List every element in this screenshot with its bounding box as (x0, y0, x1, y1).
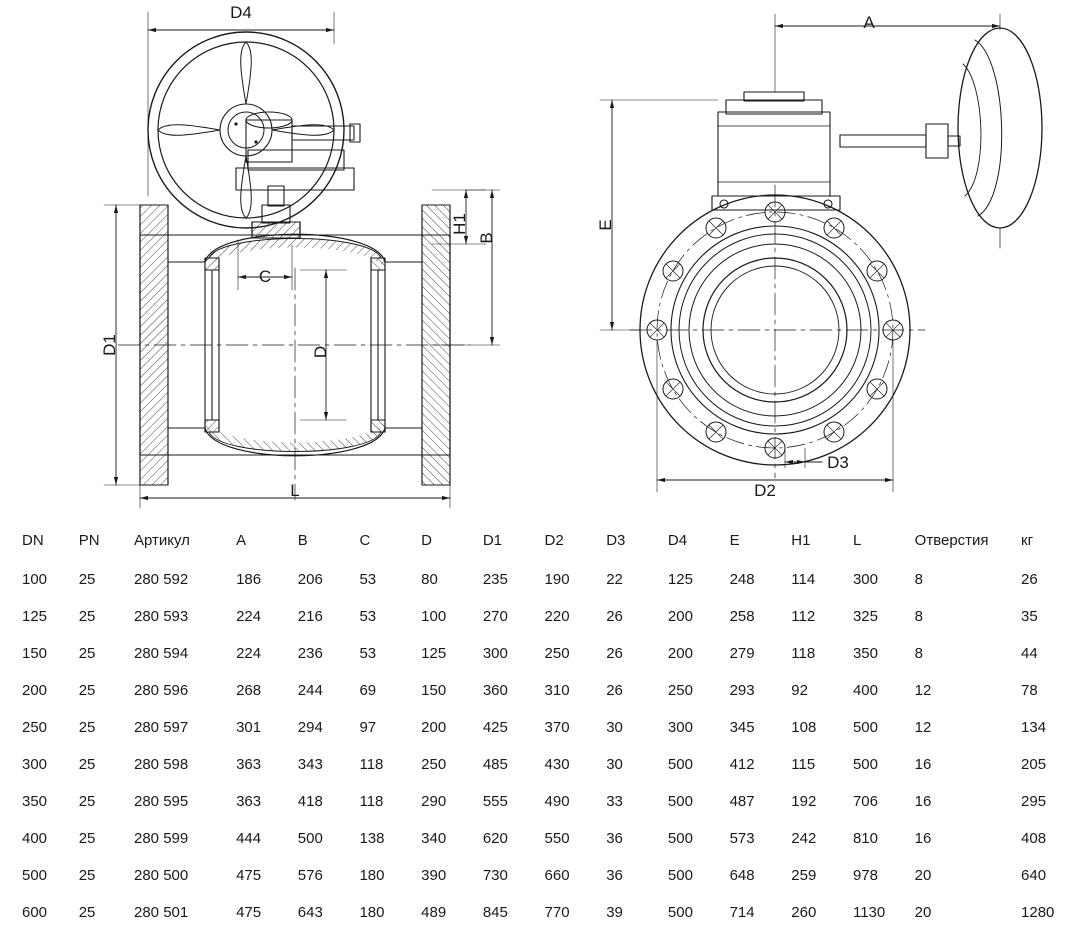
cell-dn: 200 (22, 682, 48, 699)
cell-d2: 250 (544, 645, 570, 662)
cell-e: 573 (729, 830, 755, 847)
cell-l: 350 (852, 645, 878, 662)
cell-d3: 30 (606, 719, 623, 736)
cell-weight: 78 (1021, 682, 1038, 699)
cell-d2: 660 (544, 867, 570, 884)
dimension-label-e: E (596, 219, 615, 231)
cell-d3: 26 (606, 645, 623, 662)
column-header-b: B (297, 532, 308, 549)
cell-holes: 20 (914, 867, 932, 884)
cell-pn: 25 (78, 719, 96, 736)
cell-holes: 8 (914, 645, 923, 662)
cell-d2: 490 (544, 793, 570, 810)
cell-dn: 125 (22, 608, 48, 625)
cell-article: 280 593 (134, 608, 189, 625)
cell-b: 500 (297, 830, 323, 847)
table-row (0, 746, 1070, 783)
cell-d4: 300 (667, 719, 693, 736)
dimension-label-d1: D1 (100, 334, 119, 356)
cell-h1: 112 (791, 608, 816, 625)
cell-weight: 35 (1021, 608, 1038, 625)
cell-a: 186 (236, 571, 262, 588)
cell-weight: 134 (1021, 719, 1047, 736)
cell-holes: 8 (914, 608, 923, 625)
cell-h1: 115 (791, 756, 816, 773)
cell-l: 978 (852, 867, 878, 884)
cell-d: 100 (421, 608, 447, 625)
cell-c: 97 (359, 719, 377, 736)
cell-l: 400 (852, 682, 878, 699)
cell-d3: 36 (606, 830, 623, 847)
cell-weight: 44 (1021, 645, 1038, 662)
cell-h1: 260 (791, 904, 817, 921)
dimension-label-c: C (258, 267, 272, 286)
dimension-label-l: L (290, 481, 300, 500)
cell-b: 206 (297, 571, 323, 588)
cell-d4: 500 (667, 756, 693, 773)
cell-d2: 220 (544, 608, 570, 625)
cell-b: 244 (297, 682, 323, 699)
cell-a: 301 (236, 719, 262, 736)
column-header-c: C (359, 532, 371, 549)
cell-d2: 370 (544, 719, 570, 736)
cell-h1: 259 (791, 867, 817, 884)
cell-d1: 360 (482, 682, 508, 699)
cell-b: 643 (297, 904, 323, 921)
cell-c: 53 (359, 608, 377, 625)
cell-pn: 25 (78, 867, 96, 884)
cell-b: 343 (297, 756, 323, 773)
cell-e: 648 (729, 867, 755, 884)
cell-c: 180 (359, 904, 385, 921)
cell-holes: 16 (914, 756, 932, 773)
cell-l: 810 (852, 830, 878, 847)
dimension-label-a: A (863, 13, 875, 32)
column-header-h1: H1 (791, 532, 811, 549)
cell-dn: 500 (22, 867, 48, 884)
cell-article: 280 597 (134, 719, 189, 736)
cell-c: 53 (359, 645, 377, 662)
cell-d4: 500 (667, 867, 693, 884)
cell-pn: 25 (78, 756, 96, 773)
cell-l: 300 (852, 571, 878, 588)
cell-d: 340 (421, 830, 447, 847)
cell-d: 125 (421, 645, 447, 662)
column-header-a: A (236, 532, 247, 549)
cell-article: 280 599 (134, 830, 189, 847)
column-header-d: D (421, 532, 432, 549)
cell-c: 53 (359, 571, 377, 588)
cell-d2: 310 (544, 682, 570, 699)
table-header (0, 525, 1070, 561)
cell-a: 444 (236, 830, 262, 847)
cell-dn: 300 (22, 756, 48, 773)
cell-article: 280 596 (134, 682, 189, 699)
cell-a: 475 (236, 904, 262, 921)
table-row (0, 672, 1070, 709)
cell-h1: 114 (791, 571, 816, 588)
cell-d3: 30 (606, 756, 623, 773)
column-header-l: L (852, 532, 862, 549)
cell-d4: 500 (667, 830, 693, 847)
cell-d4: 125 (667, 571, 693, 588)
cell-d3: 22 (606, 571, 623, 588)
cell-h1: 92 (791, 682, 808, 699)
cell-b: 236 (297, 645, 323, 662)
cell-a: 363 (236, 793, 262, 810)
cell-weight: 408 (1021, 830, 1047, 847)
cell-holes: 16 (914, 793, 932, 810)
cell-d4: 250 (667, 682, 693, 699)
column-header-d2: D2 (544, 532, 564, 549)
cell-article: 280 594 (134, 645, 189, 662)
cell-a: 224 (236, 608, 262, 625)
cell-e: 293 (729, 682, 755, 699)
cell-e: 279 (729, 645, 755, 662)
cell-b: 216 (297, 608, 323, 625)
cell-holes: 12 (914, 719, 932, 736)
cell-d4: 200 (667, 645, 693, 662)
cell-weight: 1280 (1021, 904, 1055, 921)
cell-l: 1130 (852, 904, 886, 921)
column-header-pn: PN (78, 532, 100, 549)
cell-b: 294 (297, 719, 323, 736)
cell-d3: 39 (606, 904, 623, 921)
cell-l: 706 (852, 793, 878, 810)
cell-d: 200 (421, 719, 447, 736)
cell-d2: 190 (544, 571, 570, 588)
table-row (0, 598, 1070, 635)
cell-pn: 25 (78, 608, 96, 625)
cell-pn: 25 (78, 793, 96, 810)
cell-d4: 500 (667, 793, 693, 810)
dimension-label-b: B (477, 232, 496, 244)
cell-dn: 600 (22, 904, 48, 921)
column-header-d1: D1 (482, 532, 503, 549)
cell-d3: 33 (606, 793, 623, 810)
table-row (0, 709, 1070, 746)
cell-d: 489 (421, 904, 447, 921)
cell-dn: 400 (22, 830, 48, 847)
cell-dn: 350 (22, 793, 48, 810)
column-header-d3: D3 (606, 532, 626, 549)
cell-b: 418 (297, 793, 323, 810)
cell-d3: 26 (606, 608, 623, 625)
cell-c: 138 (359, 830, 385, 847)
cell-d: 290 (421, 793, 447, 810)
cell-article: 280 592 (134, 571, 189, 588)
dimension-label-h1: H1 (450, 213, 469, 235)
cell-d1: 235 (482, 571, 508, 588)
cell-l: 325 (852, 608, 878, 625)
cell-pn: 25 (78, 904, 96, 921)
cell-h1: 192 (791, 793, 817, 810)
cell-pn: 25 (78, 830, 96, 847)
cell-e: 258 (729, 608, 755, 625)
cell-dn: 100 (22, 571, 48, 588)
cell-a: 363 (236, 756, 262, 773)
cell-weight: 205 (1021, 756, 1047, 773)
cell-l: 500 (852, 719, 878, 736)
cell-holes: 8 (914, 571, 923, 588)
cell-weight: 295 (1021, 793, 1047, 810)
table-row (0, 820, 1070, 857)
table-row (0, 635, 1070, 672)
dimension-label-d2: D2 (754, 481, 776, 500)
cell-d: 150 (421, 682, 447, 699)
cell-article: 280 500 (134, 867, 189, 884)
cell-article: 280 501 (134, 904, 189, 921)
table-row (0, 783, 1070, 820)
dimension-label-d: D (311, 345, 330, 359)
table-row (0, 894, 1070, 931)
cell-e: 487 (729, 793, 755, 810)
cell-holes: 16 (914, 830, 932, 847)
cell-d1: 620 (482, 830, 508, 847)
cell-d: 390 (421, 867, 447, 884)
cell-dn: 250 (22, 719, 48, 736)
cell-article: 280 598 (134, 756, 189, 773)
cell-d1: 730 (482, 867, 508, 884)
cell-article: 280 595 (134, 793, 189, 810)
column-header-dn: DN (22, 532, 44, 549)
cell-d4: 200 (667, 608, 693, 625)
cell-d2: 430 (544, 756, 570, 773)
cell-h1: 118 (791, 645, 816, 662)
cell-h1: 242 (791, 830, 817, 847)
dimension-label-d4: D4 (230, 3, 252, 22)
cell-c: 69 (359, 682, 377, 699)
cell-pn: 25 (78, 645, 96, 662)
cell-h1: 108 (791, 719, 817, 736)
table-row (0, 857, 1070, 894)
cell-a: 475 (236, 867, 262, 884)
cell-d2: 770 (544, 904, 570, 921)
cell-pn: 25 (78, 571, 96, 588)
cell-d: 80 (421, 571, 438, 588)
cell-c: 180 (359, 867, 385, 884)
cell-c: 118 (359, 793, 384, 810)
cell-d1: 485 (482, 756, 508, 773)
cell-e: 412 (729, 756, 755, 773)
table-row (0, 561, 1070, 598)
cell-holes: 20 (914, 904, 932, 921)
table-body (0, 561, 1070, 931)
column-header-e: E (729, 532, 740, 549)
cell-dn: 150 (22, 645, 48, 662)
cell-d3: 26 (606, 682, 623, 699)
cell-holes: 12 (914, 682, 932, 699)
column-header-article: Артикул (134, 532, 190, 549)
cell-d2: 550 (544, 830, 570, 847)
cell-d1: 300 (482, 645, 508, 662)
cell-e: 248 (729, 571, 755, 588)
specifications-table (0, 525, 1070, 931)
dimension-label-d3: D3 (827, 453, 849, 472)
cell-d3: 36 (606, 867, 623, 884)
cell-l: 500 (852, 756, 878, 773)
cell-a: 268 (236, 682, 262, 699)
column-header-holes: Отверстия (914, 532, 989, 549)
cell-weight: 640 (1021, 867, 1047, 884)
cell-e: 345 (729, 719, 755, 736)
cell-d1: 270 (482, 608, 508, 625)
column-header-d4: D4 (667, 532, 688, 549)
column-header-weight: кг (1021, 532, 1034, 549)
table-header-row (0, 525, 1070, 561)
cell-d4: 500 (667, 904, 693, 921)
cell-d1: 425 (482, 719, 508, 736)
cell-c: 118 (359, 756, 384, 773)
cell-d1: 555 (482, 793, 508, 810)
cell-a: 224 (236, 645, 262, 662)
cell-b: 576 (297, 867, 323, 884)
cell-d1: 845 (482, 904, 508, 921)
cell-d: 250 (421, 756, 447, 773)
cell-weight: 26 (1021, 571, 1038, 588)
cell-e: 714 (729, 904, 755, 921)
cell-pn: 25 (78, 682, 96, 699)
